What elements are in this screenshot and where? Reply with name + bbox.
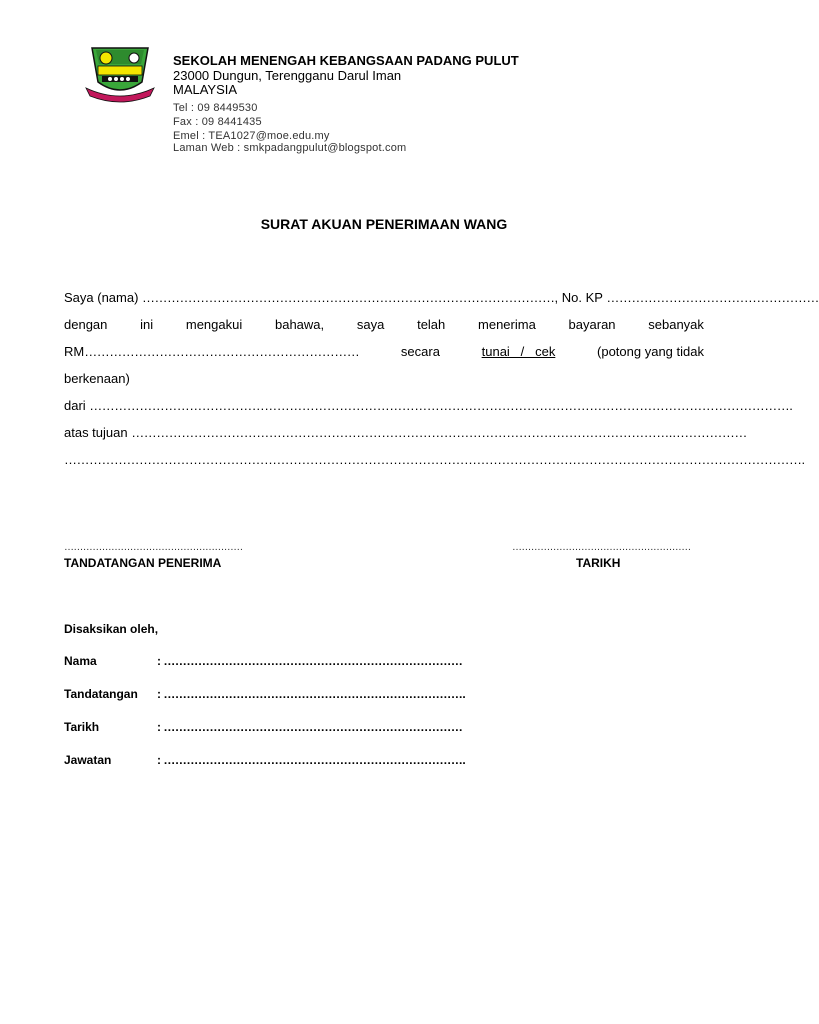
word: telah bbox=[417, 317, 446, 332]
payment-method-option: tunai / cek bbox=[481, 344, 556, 359]
kp-label: , No. KP bbox=[554, 290, 607, 305]
secara-label: secara bbox=[400, 344, 440, 359]
website: Laman Web : smkpadangpulut@blogspot.com bbox=[173, 142, 407, 154]
signature-dots: ………………………………………………… bbox=[64, 542, 243, 553]
body-line-2 bbox=[64, 317, 704, 332]
address-line-2: MALAYSIA bbox=[173, 82, 238, 97]
body-line-1 bbox=[64, 290, 819, 305]
body-line-3 bbox=[64, 344, 704, 359]
school-name: SEKOLAH MENENGAH KEBANGSAAN PADANG PULUT bbox=[173, 53, 519, 68]
signature-label: TANDATANGAN PENERIMA bbox=[64, 556, 222, 570]
purpose-dots: ………………………………………………………………………………………………………………….……………… bbox=[131, 425, 747, 440]
name-dots: ……………………………………………………………………………………… bbox=[142, 290, 555, 305]
date-dots: ………………………………………………… bbox=[512, 542, 691, 553]
witness-name-label: Nama bbox=[64, 654, 97, 668]
address-line-1: 23000 Dungun, Terengganu Darul Iman bbox=[173, 68, 402, 83]
word: bayaran bbox=[568, 317, 616, 332]
tel: Tel : 09 8449530 bbox=[173, 102, 258, 114]
kp-dots: …………………………………………… bbox=[606, 290, 819, 305]
document-title: SURAT AKUAN PENERIMAAN WANG bbox=[260, 216, 508, 232]
word: saya bbox=[356, 317, 385, 332]
witness-date-dots: : …………………………………………………………………… bbox=[157, 720, 463, 734]
witness-position-dots: : ……………………………………………………………………. bbox=[157, 753, 466, 767]
word: dengan bbox=[64, 317, 108, 332]
witness-date-label: Tarikh bbox=[64, 720, 100, 734]
body-line-7: ……………………………………………………………………………………………………………………………………………………………. bbox=[64, 452, 805, 467]
fax: Fax : 09 8441435 bbox=[173, 116, 262, 128]
witness-heading: Disaksikan oleh, bbox=[64, 622, 159, 636]
witness-signature-dots: : ……………………………………………………………………. bbox=[157, 687, 466, 701]
rm-dots: ………………………………………………………… bbox=[84, 344, 360, 359]
date-label: TARIKH bbox=[576, 556, 621, 570]
purpose-label: atas tujuan bbox=[64, 425, 132, 440]
witness-name-dots: : …………………………………………………………………… bbox=[157, 654, 463, 668]
body-line-6 bbox=[64, 425, 747, 440]
school-logo bbox=[84, 42, 156, 104]
name-label: Saya (nama) bbox=[64, 290, 143, 305]
strike-note: (potong yang tidak bbox=[597, 344, 704, 359]
witness-position-label: Jawatan bbox=[64, 753, 112, 767]
dari-label: dari bbox=[64, 398, 90, 413]
word: bahawa, bbox=[274, 317, 325, 332]
body-line-5 bbox=[64, 398, 792, 413]
rm-label: RM bbox=[64, 344, 85, 359]
word: mengakui bbox=[185, 317, 243, 332]
email: Emel : TEA1027@moe.edu.my bbox=[173, 130, 330, 142]
dari-dots: ……………………………………………………………………………………………………………………………………………………. bbox=[89, 398, 793, 413]
word: menerima bbox=[478, 317, 536, 332]
word: ini bbox=[140, 317, 154, 332]
word: sebanyak bbox=[648, 317, 704, 332]
witness-signature-label: Tandatangan bbox=[64, 687, 138, 701]
body-line-4: berkenaan) bbox=[64, 371, 130, 386]
